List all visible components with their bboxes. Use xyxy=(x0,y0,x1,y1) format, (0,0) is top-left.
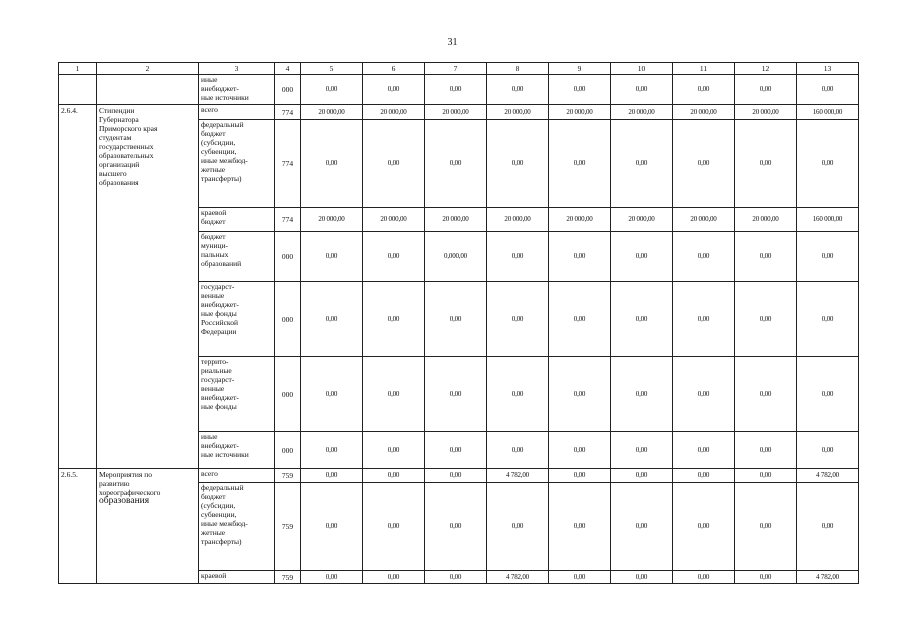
value-cell: 0,00 xyxy=(673,571,735,584)
row-name-cell xyxy=(97,75,199,105)
header-cell: 5 xyxy=(301,63,363,75)
value-cell: 4 782,00 xyxy=(797,571,859,584)
row-code-cell xyxy=(59,75,97,105)
code-cell: 000 xyxy=(275,232,301,282)
value-cell: 0,00 xyxy=(487,75,549,105)
value-cell: 0,00 xyxy=(611,282,673,357)
value-cell: 0,00 xyxy=(301,232,363,282)
value-cell: 0,00 xyxy=(797,120,859,208)
value-cell: 0,00 xyxy=(425,483,487,571)
value-cell: 4 782,00 xyxy=(487,571,549,584)
value-cell: 20 000,00 xyxy=(611,105,673,120)
code-cell: 000 xyxy=(275,282,301,357)
value-cell: 0,00 xyxy=(549,232,611,282)
value-cell: 0,00 xyxy=(363,432,425,469)
value-cell: 0,00 xyxy=(611,469,673,483)
value-cell: 0,00 xyxy=(549,571,611,584)
funding-source-cell: террито- риальные государст- венные внебюджет- ные фонды xyxy=(199,357,275,432)
value-cell: 20 000,00 xyxy=(425,105,487,120)
funding-source-cell: государст- венные внебюджет- ные фонды Российской Федерации xyxy=(199,282,275,357)
value-cell: 20 000,00 xyxy=(487,105,549,120)
row-name-continuation: образования xyxy=(99,496,150,506)
value-cell: 0,00 xyxy=(363,357,425,432)
value-cell: 20 000,00 xyxy=(425,208,487,232)
funding-source-cell: бюджет муници- пальных образований xyxy=(199,232,275,282)
value-cell: 0,00 xyxy=(673,120,735,208)
value-cell: 0,00 xyxy=(611,232,673,282)
value-cell: 0,00 xyxy=(425,357,487,432)
value-cell: 0,00 xyxy=(301,483,363,571)
value-cell: 0,00 xyxy=(487,432,549,469)
value-cell: 0,00 xyxy=(797,282,859,357)
value-cell: 0,00 xyxy=(487,282,549,357)
value-cell: 4 782,00 xyxy=(487,469,549,483)
value-cell: 0,00 xyxy=(673,232,735,282)
value-cell: 0,00 xyxy=(611,432,673,469)
value-cell: 0,00 xyxy=(487,120,549,208)
value-cell: 0,00 xyxy=(549,282,611,357)
value-cell: 0,00 xyxy=(425,571,487,584)
header-cell: 2 xyxy=(97,63,199,75)
value-cell: 0,00 xyxy=(673,483,735,571)
header-cell: 4 xyxy=(275,63,301,75)
value-cell: 160 000,00 xyxy=(797,208,859,232)
code-cell: 759 xyxy=(275,483,301,571)
table-row xyxy=(59,75,859,105)
value-cell: 0,00 xyxy=(735,282,797,357)
row-code-cell: 2.6.4. xyxy=(59,105,97,469)
value-cell: 20 000,00 xyxy=(673,208,735,232)
value-cell: 0,00 xyxy=(611,357,673,432)
value-cell: 0,00 xyxy=(735,469,797,483)
value-cell: 0,00 xyxy=(487,232,549,282)
code-cell: 759 xyxy=(275,571,301,584)
funding-source-cell: всего xyxy=(199,469,275,483)
row-name-cell: Мероприятия по развитию хореографического образования xyxy=(97,469,199,584)
header-cell: 13 xyxy=(797,63,859,75)
value-cell: 0,00 xyxy=(301,357,363,432)
funding-source-cell: всего xyxy=(199,105,275,120)
code-cell: 000 xyxy=(275,75,301,105)
header-cell: 9 xyxy=(549,63,611,75)
value-cell: 0,00 xyxy=(363,483,425,571)
value-cell: 20 000,00 xyxy=(487,208,549,232)
value-cell: 0,00 xyxy=(735,120,797,208)
value-cell: 20 000,00 xyxy=(611,208,673,232)
value-cell: 20 000,00 xyxy=(735,105,797,120)
value-cell: 0,00 xyxy=(301,571,363,584)
value-cell: 0,00 xyxy=(797,232,859,282)
value-cell: 0,00 xyxy=(301,282,363,357)
value-cell: 0,00 xyxy=(611,75,673,105)
value-cell: 0,00 xyxy=(549,432,611,469)
funding-source-cell: федеральный бюджет (субсидии, субвенции, иные межбюд- жетные трансферты) xyxy=(199,120,275,208)
value-cell: 0,00 xyxy=(797,432,859,469)
value-cell: 0,00 xyxy=(673,432,735,469)
value-cell: 0,00 xyxy=(797,483,859,571)
value-cell: 20 000,00 xyxy=(301,105,363,120)
value-cell: 0,00 xyxy=(735,232,797,282)
value-cell: 0,00 xyxy=(611,483,673,571)
header-cell: 1 xyxy=(59,63,97,75)
value-cell: 160 000,00 xyxy=(797,105,859,120)
code-cell: 000 xyxy=(275,432,301,469)
value-cell: 0,00 xyxy=(363,232,425,282)
code-cell: 000 xyxy=(275,357,301,432)
header-cell: 12 xyxy=(735,63,797,75)
header-cell: 3 xyxy=(199,63,275,75)
value-cell: 0,00 xyxy=(301,75,363,105)
header-cell: 10 xyxy=(611,63,673,75)
value-cell: 0,00 xyxy=(363,571,425,584)
code-cell: 774 xyxy=(275,105,301,120)
value-cell: 0,00 xyxy=(549,75,611,105)
code-cell: 774 xyxy=(275,208,301,232)
value-cell: 0,000,00 xyxy=(425,232,487,282)
table-row xyxy=(59,105,859,120)
value-cell: 0,00 xyxy=(673,282,735,357)
value-cell: 0,00 xyxy=(549,120,611,208)
row-name-cell: Стипендии Губернатора Приморского края студентам государственных образовательных организаций высшего образования xyxy=(97,105,199,469)
row-code-cell: 2.6.5. xyxy=(59,469,97,584)
value-cell: 0,00 xyxy=(487,483,549,571)
value-cell: 0,00 xyxy=(735,571,797,584)
value-cell: 0,00 xyxy=(735,357,797,432)
funding-source-cell: краевой бюджет xyxy=(199,208,275,232)
value-cell: 0,00 xyxy=(301,432,363,469)
value-cell: 0,00 xyxy=(301,120,363,208)
budget-table xyxy=(58,62,859,584)
table-row xyxy=(59,469,859,483)
funding-source-cell: иные внебюджет- ные источники xyxy=(199,75,275,105)
value-cell: 0,00 xyxy=(797,75,859,105)
value-cell: 0,00 xyxy=(487,357,549,432)
code-cell: 759 xyxy=(275,469,301,483)
page-number: 31 xyxy=(447,37,458,48)
value-cell: 0,00 xyxy=(549,357,611,432)
value-cell: 0,00 xyxy=(611,120,673,208)
value-cell: 0,00 xyxy=(673,357,735,432)
funding-source-cell: краевой xyxy=(199,571,275,584)
value-cell: 0,00 xyxy=(425,469,487,483)
header-cell: 7 xyxy=(425,63,487,75)
header-cell: 6 xyxy=(363,63,425,75)
value-cell: 0,00 xyxy=(611,571,673,584)
value-cell: 20 000,00 xyxy=(549,208,611,232)
value-cell: 0,00 xyxy=(425,75,487,105)
value-cell: 4 782,00 xyxy=(797,469,859,483)
value-cell: 20 000,00 xyxy=(301,208,363,232)
value-cell: 0,00 xyxy=(425,432,487,469)
value-cell: 0,00 xyxy=(425,120,487,208)
value-cell: 0,00 xyxy=(301,469,363,483)
value-cell: 0,00 xyxy=(735,432,797,469)
value-cell: 20 000,00 xyxy=(735,208,797,232)
code-cell: 774 xyxy=(275,120,301,208)
funding-source-cell: федеральный бюджет (субсидии, субвенции, иные межбюд- жетные трансферты) xyxy=(199,483,275,571)
value-cell: 0,00 xyxy=(735,483,797,571)
funding-source-cell: иные внебюджет- ные источники xyxy=(199,432,275,469)
value-cell: 20 000,00 xyxy=(363,105,425,120)
value-cell: 0,00 xyxy=(363,282,425,357)
value-cell: 0,00 xyxy=(673,469,735,483)
value-cell: 0,00 xyxy=(363,469,425,483)
value-cell: 20 000,00 xyxy=(549,105,611,120)
value-cell: 0,00 xyxy=(549,469,611,483)
value-cell: 0,00 xyxy=(673,75,735,105)
header-row xyxy=(59,63,859,75)
value-cell: 0,00 xyxy=(549,483,611,571)
value-cell: 20 000,00 xyxy=(363,208,425,232)
header-cell: 11 xyxy=(673,63,735,75)
value-cell: 0,00 xyxy=(735,75,797,105)
value-cell: 0,00 xyxy=(363,120,425,208)
value-cell: 0,00 xyxy=(363,75,425,105)
value-cell: 20 000,00 xyxy=(673,105,735,120)
value-cell: 0,00 xyxy=(797,357,859,432)
value-cell: 0,00 xyxy=(425,282,487,357)
header-cell: 8 xyxy=(487,63,549,75)
